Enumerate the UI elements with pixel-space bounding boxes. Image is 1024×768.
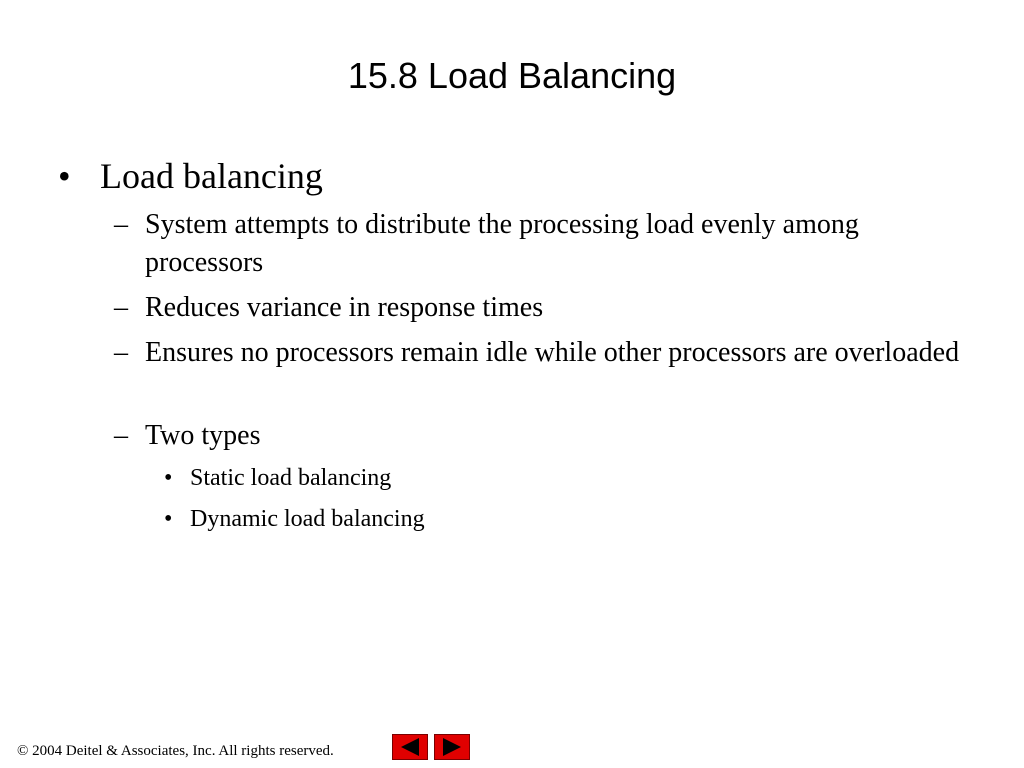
dash-marker: – <box>114 292 128 323</box>
copyright-footer: © 2004 Deitel & Associates, Inc. All rights reserved. <box>17 743 334 759</box>
type-bullet-text: Dynamic load balancing <box>190 506 425 532</box>
left-arrow-icon <box>393 735 427 759</box>
bullet-marker: • <box>164 506 173 532</box>
sub-bullet-text: Ensures no processors remain idle while other processors are overloaded <box>145 337 960 368</box>
type-bullet-text: Static load balancing <box>190 465 392 491</box>
dash-marker: – <box>114 209 128 240</box>
sub-bullet <box>114 334 974 372</box>
main-bullet-text: Load balancing <box>100 156 323 196</box>
previous-slide-button[interactable] <box>392 734 428 760</box>
sub-bullet-text: Reduces variance in response times <box>145 292 544 323</box>
dash-marker: – <box>114 420 128 451</box>
right-arrow-icon <box>435 735 469 759</box>
sub-bullet <box>114 206 974 282</box>
type-bullet <box>164 462 391 494</box>
bullet-marker: • <box>58 156 71 196</box>
sub-bullet-text: System attempts to distribute the processing load evenly among processors <box>145 209 859 278</box>
dash-marker: – <box>114 337 128 368</box>
next-slide-button[interactable] <box>434 734 470 760</box>
sub-bullet-text: Two types <box>145 420 261 451</box>
sub-bullet <box>114 289 974 327</box>
slide-title: 15.8 Load Balancing <box>347 55 677 96</box>
sub-bullet <box>114 417 974 455</box>
bullet-marker: • <box>164 465 173 491</box>
type-bullet <box>164 503 425 535</box>
